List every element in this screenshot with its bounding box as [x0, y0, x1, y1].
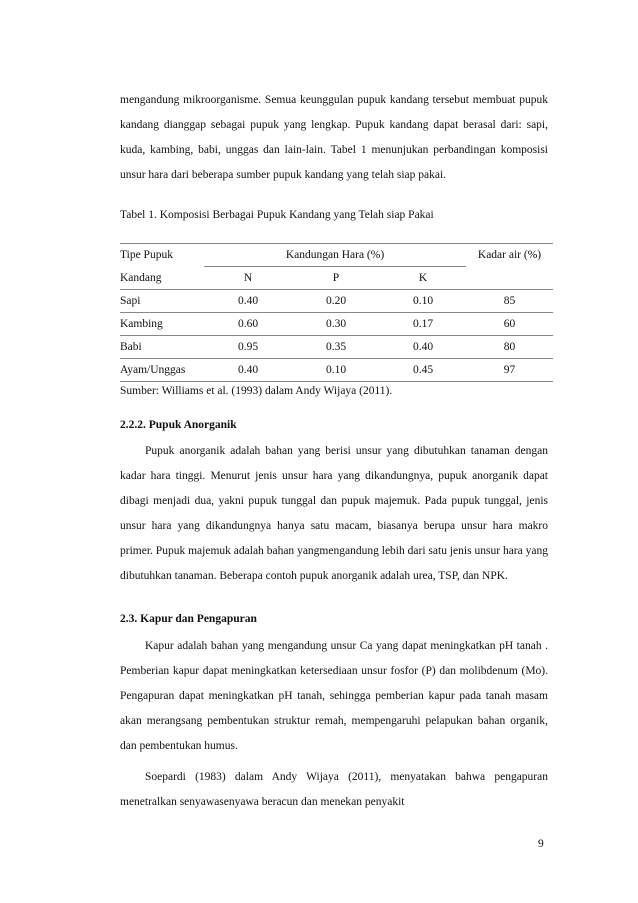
row-water: 60	[466, 313, 553, 336]
row-type: Ayam/Unggas	[120, 359, 204, 382]
row-n: 0.40	[204, 359, 292, 382]
subheader-p: P	[332, 272, 340, 284]
row-water: 85	[466, 290, 553, 313]
row-water: 97	[466, 359, 553, 382]
row-k: 0.10	[380, 290, 466, 313]
header-water: Kadar air (%)	[466, 244, 553, 267]
table-row	[120, 359, 553, 382]
nutrient-table	[120, 243, 553, 382]
section-2-2-2-body	[120, 439, 548, 589]
section-2-3-body	[120, 634, 548, 815]
table-subheader-row	[120, 267, 553, 290]
row-p: 0.20	[292, 290, 380, 313]
section-heading-2-3: 2.3. Kapur dan Pengapuran	[120, 613, 257, 625]
row-type: Kambing	[120, 313, 204, 336]
row-p: 0.30	[292, 313, 380, 336]
row-k: 0.40	[380, 336, 466, 359]
subheader-n: N	[243, 272, 253, 284]
row-p: 0.10	[292, 359, 380, 382]
section-2-2-2-paragraph: Pupuk anorganik adalah bahan yang berisi unsur yang dibutuhkan tanaman dengan kadar hara tinggi. Menurut jenis unsur hara yang dikandungnya, pupuk anorganik dapat dibagi menjadi dua, yakni pupuk tunggal dan pupuk majemuk. Pada pupuk tunggal, jenis unsur hara yang dikandungnya hanya satu macam, biasanya berupa unsur hara makro primer. Pupuk majemuk adalah bahan yangmengandung lebih dari satu jenis unsur hara yang dibutuhkan tanaman. Beberapa contoh pupuk anorganik adalah urea, TSP, dan NPK.	[120, 445, 548, 582]
intro-block	[120, 88, 548, 188]
section-2-3-paragraph-2: Soepardi (1983) dalam Andy Wijaya (2011), menyatakan bahwa pengapuran menetralkan senyawasenyawa beracun dan menekan penyakit	[120, 771, 548, 808]
section-2-3-paragraph-1: Kapur adalah bahan yang mengandung unsur Ca yang dapat meningkatkan pH tanah . Pemberian kapur dapat meningkatkan ketersediaan unsur fosfor (P) dan molibdenum (Mo). Pengapuran dapat meningkatkan pH tanah, sehingga pemberian kapur pada tanah masam akan merangsang pembentukan struktur remah, mempengaruhi pelapukan bahan organik, dan pembentukan humus.	[120, 640, 548, 752]
header-type-line1: Tipe Pupuk	[120, 244, 204, 267]
section-heading-2-2-2: 2.2.2. Pupuk Anorganik	[120, 419, 237, 431]
row-k: 0.45	[380, 359, 466, 382]
row-type: Sapi	[120, 290, 204, 313]
table-row	[120, 336, 553, 359]
row-water: 80	[466, 336, 553, 359]
subheader-k: K	[418, 272, 428, 284]
table-row	[120, 313, 553, 336]
subheader-water-blank	[466, 267, 553, 290]
table-row	[120, 290, 553, 313]
page-number: 9	[538, 838, 544, 850]
row-p: 0.35	[292, 336, 380, 359]
table-source: Sumber: Williams et al. (1993) dalam Andy Wijaya (2011).	[120, 385, 393, 397]
row-n: 0.95	[204, 336, 292, 359]
intro-paragraph: mengandung mikroorganisme. Semua keunggulan pupuk kandang tersebut membuat pupuk kandang dianggap sebagai pupuk yang lengkap. Pupuk kandang dapat berasal dari: sapi, kuda, kambing, babi, unggas dan lain-lain. Tabel 1 menunjukan perbandingan komposisi unsur hara dari beberapa sumber pupuk kandang yang telah siap pakai.	[120, 94, 548, 181]
row-k: 0.17	[380, 313, 466, 336]
row-n: 0.60	[204, 313, 292, 336]
row-n: 0.40	[204, 290, 292, 313]
row-type: Babi	[120, 336, 204, 359]
header-type-line2: Kandang	[120, 271, 162, 284]
table-caption: Tabel 1. Komposisi Berbagai Pupuk Kandang yang Telah siap Pakai	[120, 209, 434, 221]
table-header-row	[120, 244, 553, 267]
header-content: Kandungan Hara (%)	[204, 244, 466, 267]
